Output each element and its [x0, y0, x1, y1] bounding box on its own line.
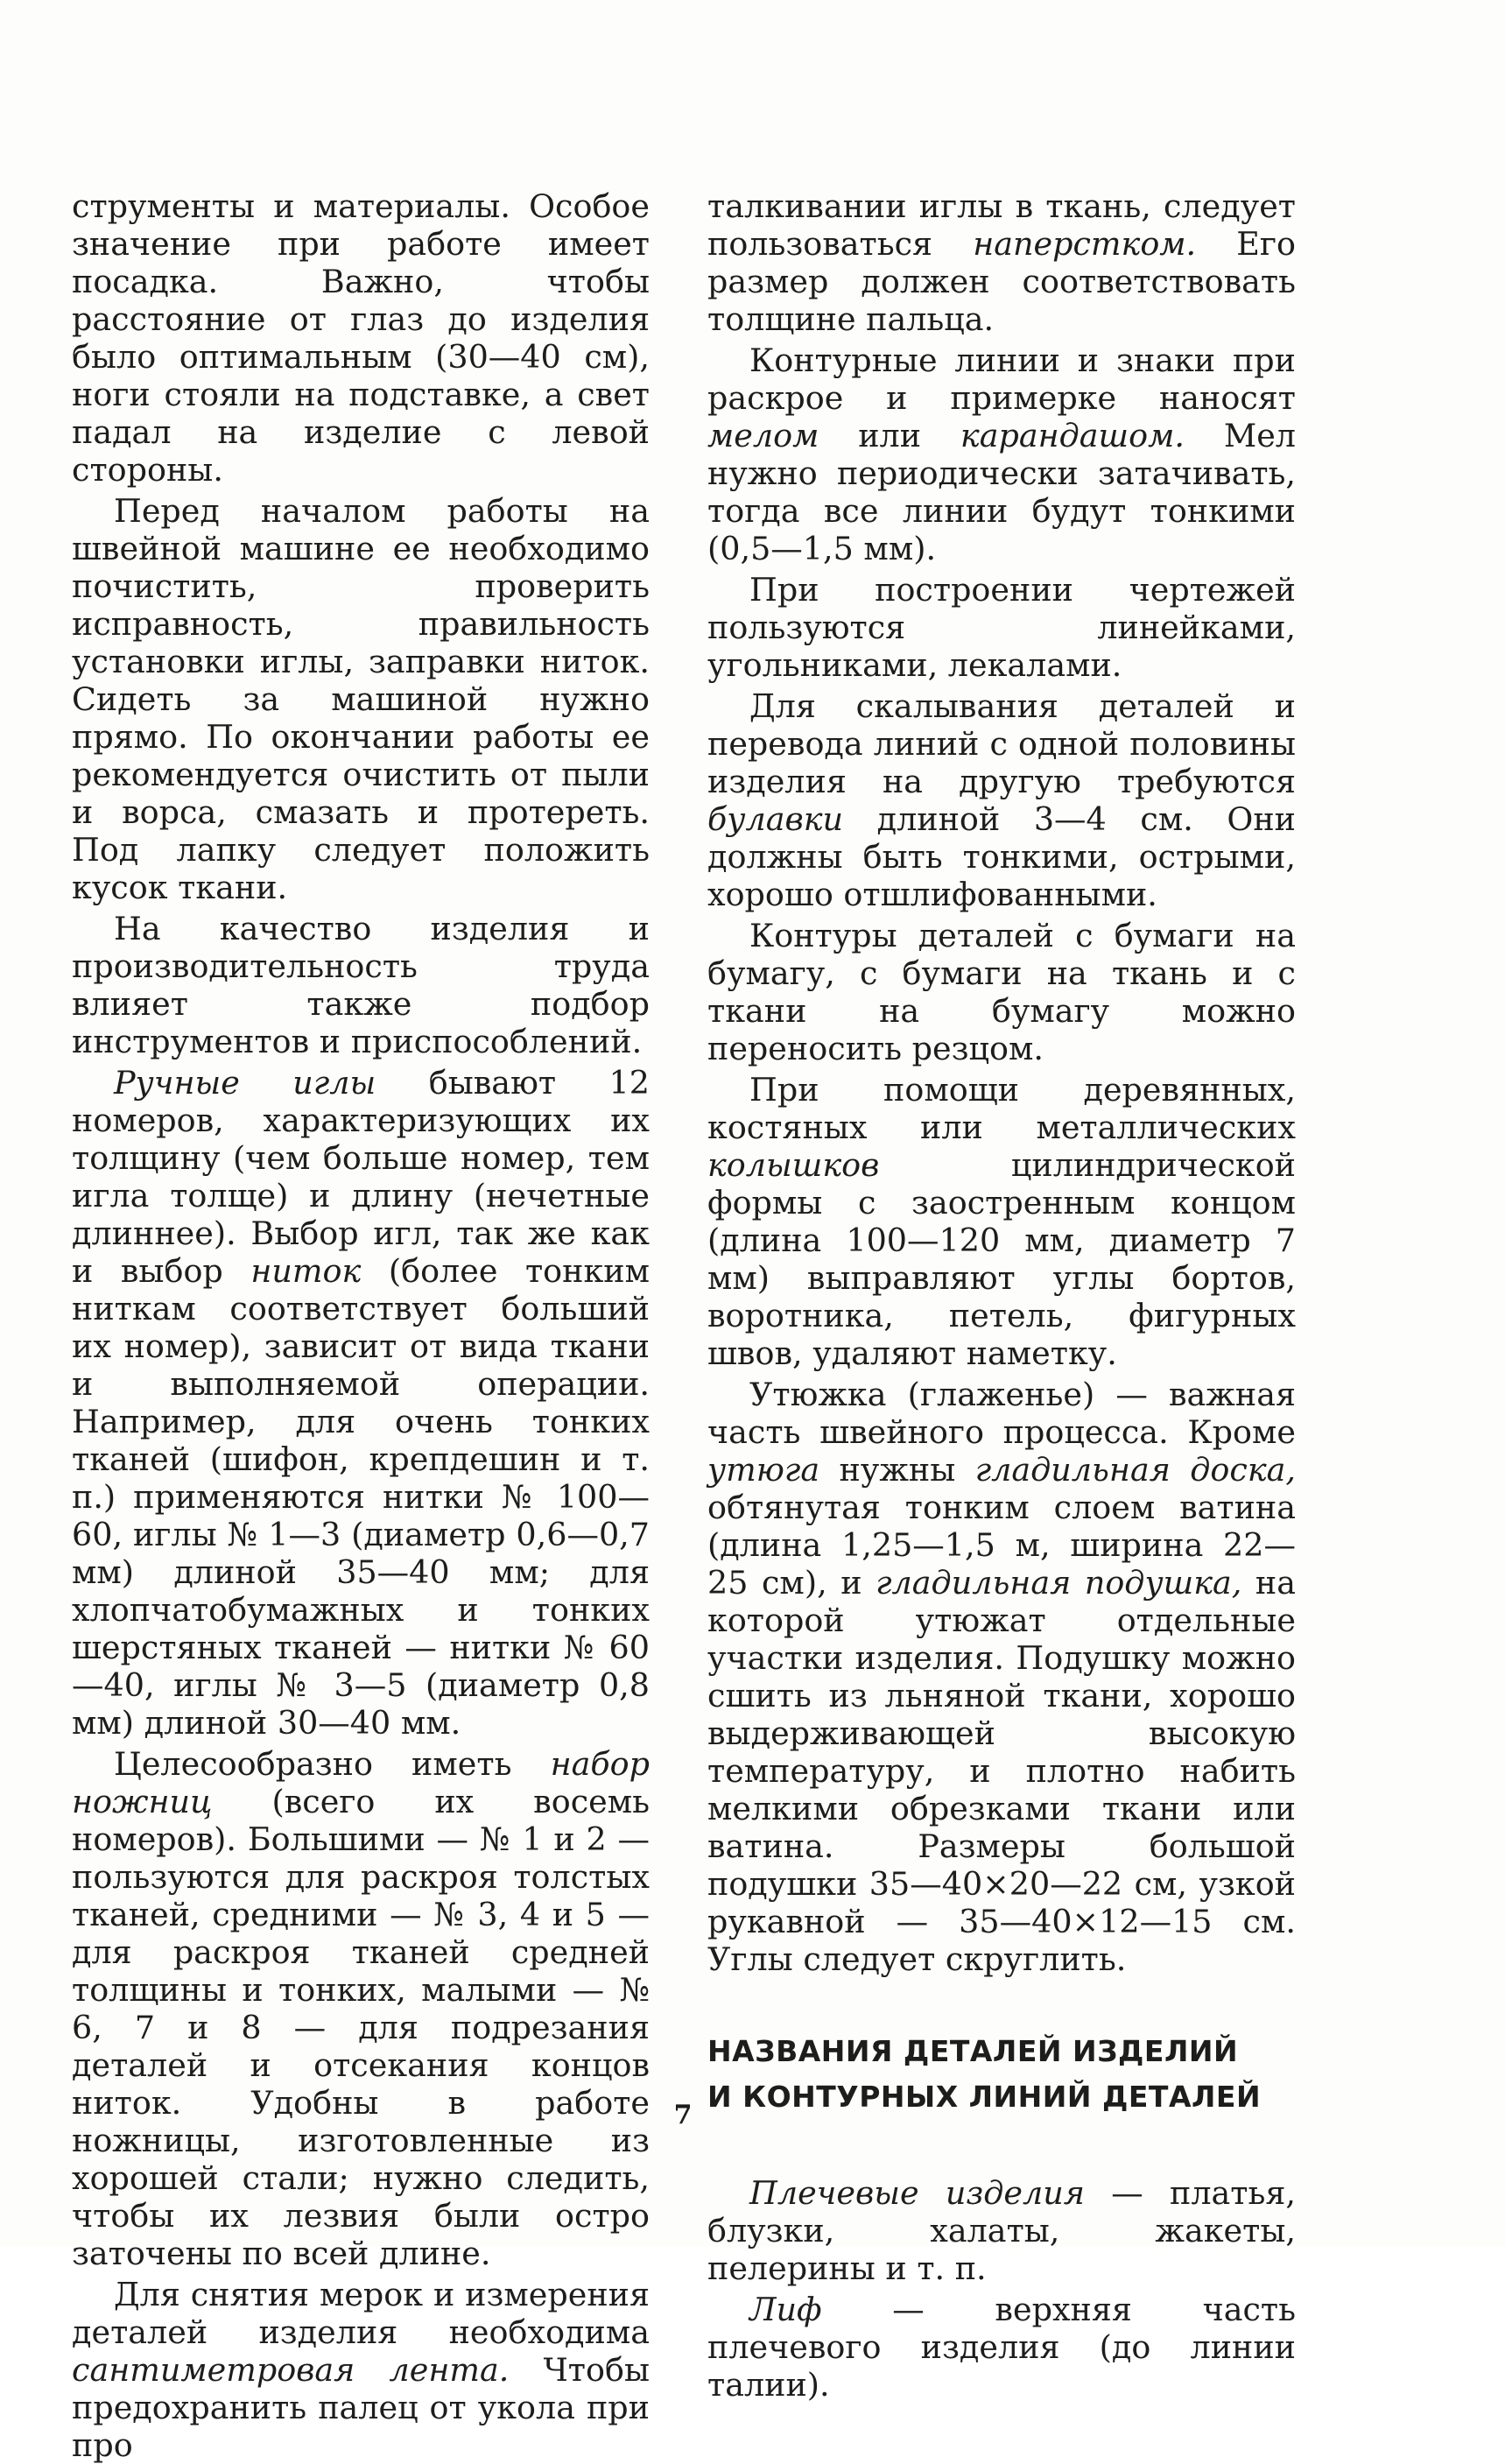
paragraph-text: или: [819, 417, 960, 454]
paragraph-text: Для снятия мерок и измерения деталей изделия необходима: [72, 2276, 650, 2351]
emphasis-term: набор ножниц: [72, 1745, 650, 1820]
paragraph: струменты и материалы. Особое значение при работе имеет посадка. Важно, чтобы расстояние от глаз до изделия было оптимальным (30—40 см), ноги стояли на подставке, а свет падал на изделие с левой стороны.: [72, 187, 650, 489]
paragraph: [707, 187, 1296, 338]
paragraph-text: — верхняя часть плечевого изделия (до линии талии).: [707, 2291, 1296, 2404]
paragraph: При построении чертежей пользуются линейками, угольниками, лекалами.: [707, 571, 1296, 684]
paragraph-text: цилиндрической формы с заостренным концом (длина 100—120 мм, диаметр 7 мм) выправляют углы бортов, воротника, петель, фигурных швов, удаляют наметку.: [707, 1146, 1296, 1372]
page-number: 7: [673, 2100, 693, 2130]
paragraph-text: (всего их восемь номеров). Большими — № 1 и 2 — пользуются для раскроя толстых тканей, средними — № 3, 4 и 5 — для раскроя тканей средней толщины и тонких, малыми — № 6, 7 и 8 — для подрезания деталей и отсекания концов ниток. Удобны в работе ножницы, изготовленные из хорошей стали; нужно следить, чтобы их лезвия были остро заточены по всей длине.: [72, 1783, 650, 2272]
paragraph-text: длиной 3—4 см. Они должны быть тонкими, острыми, хорошо отшлифованными.: [707, 800, 1296, 913]
paragraph: [72, 2276, 650, 2464]
paragraph-text: талкивании иглы в ткань, следует пользоваться: [707, 187, 1296, 263]
paragraph-text: бывают 12 номеров, характеризующих их толщину (чем больше номер, тем игла толще) и длину (нечетные длиннее). Выбор игл, так же как и выбор: [72, 1064, 650, 1290]
emphasis-term: Плечевые изделия: [749, 2174, 1085, 2212]
heading-line: НАЗВАНИЯ ДЕТАЛЕЙ ИЗДЕЛИЙ: [707, 2034, 1239, 2068]
paragraph: [72, 1745, 650, 2272]
paragraph: [707, 687, 1296, 913]
emphasis-term: мелом: [707, 417, 819, 454]
paragraph: [72, 1064, 650, 1742]
paragraph-text: Целесообразно иметь: [114, 1745, 551, 1783]
section-heading: [707, 2029, 1296, 2120]
paragraph-text: на которой утюжат отдельные участки изделия. Подушку можно сшить из льняной ткани, хорошо выдерживающей высокую температуру, и плотно набить мелкими обрезками ткани или ватина. Размеры большой подушки 35—40×20—22 см, узкой рукавной — 35—40×12—15 см. Углы следует скруглить.: [707, 1564, 1296, 1978]
emphasis-term: булавки: [707, 800, 844, 838]
emphasis-term: ниток: [250, 1252, 362, 1290]
paragraph: [707, 1071, 1296, 1372]
paragraph-text: При помощи деревянных, костяных или металлических: [707, 1071, 1296, 1146]
emphasis-term: гладильная подушка,: [876, 1564, 1242, 1602]
paragraph-text: (более тонким ниткам соответствует больший их номер), зависит от вида ткани и выполняемой операции. Например, для очень тонких тканей (шифон, крепдешин и т. п.) применяются нитки № 100—60, иглы № 1—3 (диаметр 0,6—0,7 мм) длиной 35—40 мм; для хлопчатобумажных и тонких шерстяных тканей — нитки № 60—40, иглы № 3—5 (диаметр 0,8 мм) длиной 30—40 мм.: [72, 1252, 651, 1742]
emphasis-term: утюга: [707, 1451, 820, 1489]
paragraph-text: Для скалывания деталей и перевода линий с одной половины изделия на другую требуются: [707, 687, 1296, 800]
paragraph-text: — платья, блузки, халаты, жакеты, пелерины и т. п.: [707, 2174, 1296, 2287]
paragraph-text: Мел нужно периодически затачивать, тогда все линии будут тонкими (0,5—1,5 мм).: [707, 417, 1296, 567]
paragraph-text: нужны: [819, 1451, 975, 1489]
emphasis-term: наперстком.: [973, 225, 1197, 263]
emphasis-term: карандашом.: [960, 417, 1185, 454]
paragraph-text: Контурные линии и знаки при раскрое и примерке наносят: [707, 341, 1296, 417]
paragraph: Перед началом работы на швейной машине ее необходимо почистить, проверить исправность, правильность установки иглы, заправки ниток. Сидеть за машиной нужно прямо. По окончании работы ее рекомендуется очистить от пыли и ворса, смазать и протереть. Под лапку следует положить кусок ткани.: [72, 492, 650, 906]
paragraph: [707, 341, 1296, 567]
paragraph: На качество изделия и производительность труда влияет также подбор инструментов и приспособлений.: [72, 910, 650, 1060]
paragraph-text: обтянутая тонким слоем ватина (длина 1,25—1,5 м, ширина 22—25 см), и: [707, 1489, 1296, 1602]
emphasis-term: колышков: [707, 1146, 880, 1184]
emphasis-term: Лиф: [749, 2291, 822, 2328]
paragraph: [707, 2291, 1296, 2404]
right-column: [707, 187, 1296, 2404]
emphasis-term: гладильная доска,: [974, 1451, 1296, 1489]
emphasis-term: Ручные иглы: [114, 1064, 376, 1102]
paragraph: [707, 1376, 1296, 1978]
heading-line: И КОНТУРНЫХ ЛИНИЙ ДЕТАЛЕЙ: [707, 2080, 1262, 2114]
paragraph-text: Утюжка (глаженье) — важная часть швейного процесса. Кроме: [707, 1376, 1296, 1451]
left-column: [72, 187, 650, 2464]
paragraph-text: Его размер должен соответствовать толщине пальца.: [707, 225, 1296, 338]
emphasis-term: сантиметровая лента.: [72, 2351, 510, 2389]
paragraph-text: Чтобы предохранить палец от укола при про: [72, 2351, 650, 2464]
paragraph: [707, 2174, 1296, 2287]
paragraph: Контуры деталей с бумаги на бумагу, с бумаги на ткань и с ткани на бумагу можно переносить резцом.: [707, 917, 1296, 1067]
